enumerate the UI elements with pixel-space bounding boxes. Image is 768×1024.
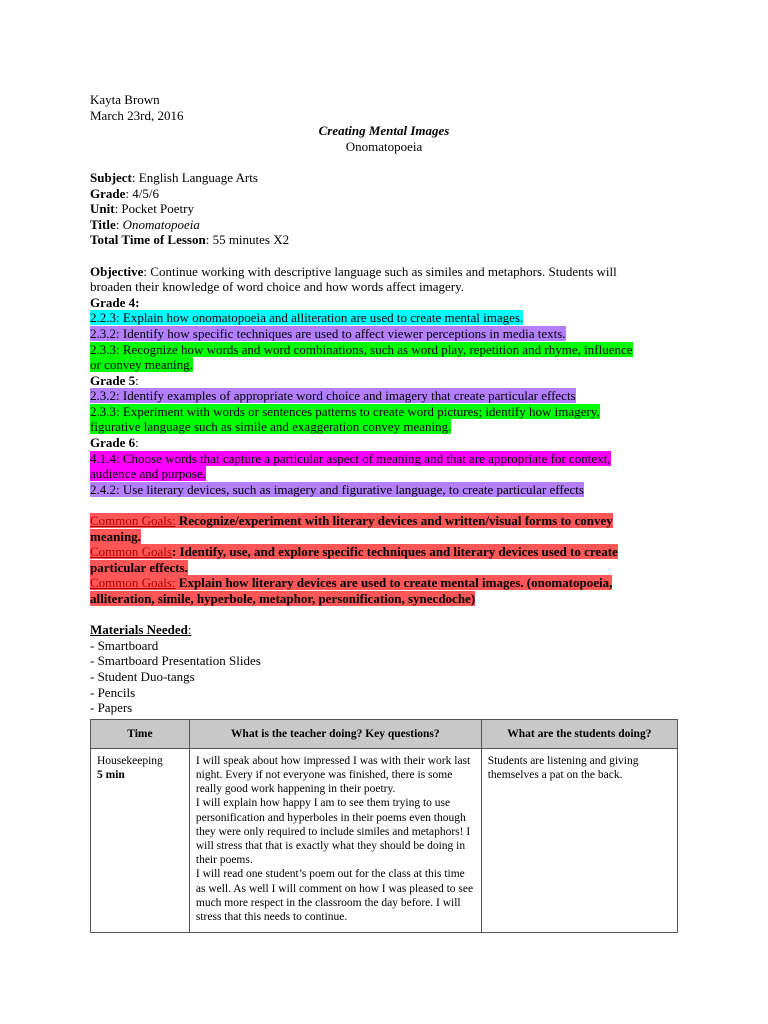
grade5-outcome-2 bbox=[90, 404, 678, 420]
common-goal-2-text-b: particular effects. bbox=[90, 559, 188, 575]
teacher-paragraph: I will speak about how impressed I was with their work last night. Every if not everyone was finished, there is some really good work happening in their poetry. bbox=[195, 754, 471, 796]
grade6-o2-code: 2.4.2: bbox=[90, 481, 120, 497]
subject-label: Subject bbox=[90, 169, 132, 185]
grade5-outcome-1 bbox=[90, 388, 678, 404]
grade6-outcome-1 bbox=[90, 451, 678, 467]
common-goal-3-text-b: alliteration, simile, hyperbole, metaphor, personification, synecdoche) bbox=[90, 591, 476, 606]
grade4-outcome-2 bbox=[90, 326, 678, 342]
objective-label: Objective bbox=[90, 263, 144, 279]
grade5-heading: Grade 5 bbox=[90, 372, 136, 388]
material-item: - Student Duo-tangs bbox=[90, 668, 195, 684]
students-cell: Students are listening and giving themselves a pat on the back. bbox=[481, 748, 677, 932]
unit-line bbox=[90, 201, 678, 217]
title-sep: : bbox=[115, 216, 123, 232]
material-item: - Smartboard bbox=[90, 637, 159, 653]
common-goal-1-text-b: meaning. bbox=[90, 528, 141, 544]
header-students: What are the students doing? bbox=[481, 719, 677, 748]
grade4-o1-text: Explain how onomatopoeia and alliteration are used to create mental images. bbox=[119, 310, 524, 326]
grade4-o2-code: 2.3.2: bbox=[90, 325, 120, 341]
time-cell-value: 5 min bbox=[97, 768, 125, 781]
unit-label: Unit bbox=[90, 201, 115, 217]
objective-text-1: : Continue working with descriptive language such as similes and metaphors. Students will bbox=[143, 263, 617, 279]
document-page bbox=[90, 92, 678, 933]
common-goal-2-label: Common Goals bbox=[90, 544, 172, 560]
grade5-o2-text-1: Experiment with words or sentences patterns to create word pictures; identify how imagery, bbox=[119, 403, 600, 419]
author-name: Kayta Brown bbox=[90, 92, 160, 107]
grade5-o2-code: 2.3.3: bbox=[90, 403, 120, 419]
teacher-paragraph: I will explain how happy I am to see them trying to use personification and hyperboles in their poems even though they were only required to include similes and metaphors! I will stress that that is exactly what they should be doing in their poems. bbox=[195, 797, 471, 867]
common-goal-2 bbox=[90, 544, 678, 560]
time-cell-label: Housekeeping bbox=[97, 754, 163, 767]
lesson-title: Creating Mental Images bbox=[318, 123, 450, 139]
common-goal-2-text-a: : Identify, use, and explore specific techniques and literary devices used to create bbox=[171, 544, 618, 560]
title-label: Title bbox=[90, 216, 116, 232]
unit-value: : Pocket Poetry bbox=[114, 201, 194, 217]
grade5-o1-code: 2.3.2: bbox=[90, 388, 120, 404]
table-header-row bbox=[91, 719, 678, 748]
grade6-heading: Grade 6 bbox=[90, 435, 136, 451]
grade6-outcome-2 bbox=[90, 482, 678, 498]
header-teacher: What is the teacher doing? Key questions? bbox=[189, 719, 481, 748]
material-item: - Papers bbox=[90, 700, 133, 716]
title-line bbox=[90, 217, 678, 233]
header-time: Time bbox=[91, 719, 190, 748]
grade-label: Grade bbox=[90, 185, 126, 201]
grade4-o3-text-1: Recognize how words and word combinations, such as word play, repetition and rhyme, influence bbox=[119, 341, 633, 357]
grade4-o1-code: 2.2.3: bbox=[90, 310, 120, 326]
grade6-o1-text-1: Choose words that capture a particular aspect of meaning and that are appropriate for context, bbox=[119, 450, 611, 466]
objective-line-2: broaden their knowledge of word choice and how words affect imagery. bbox=[90, 279, 464, 295]
grade-value: : 4/5/6 bbox=[125, 185, 159, 201]
grade4-o3-text-2: or convey meaning. bbox=[90, 357, 193, 373]
common-goal-3-text-a: Explain how literary devices are used to create mental images. (onomatopoeia, bbox=[175, 575, 613, 591]
table-row bbox=[91, 748, 678, 932]
common-goal-1-label: Common Goals: bbox=[90, 513, 176, 529]
objective-line-1 bbox=[90, 264, 678, 280]
grade5-o1-text: Identify examples of appropriate word choice and imagery that create particular effects bbox=[119, 388, 576, 404]
materials-heading-suffix: : bbox=[187, 622, 192, 638]
teacher-paragraph: I will read one student’s poem out for the class at this time as well. As well I will comment on how I was pleased to see much more respect in the classroom the day before. I will stress that this needs to continue. bbox=[195, 868, 474, 923]
common-goal-1 bbox=[90, 513, 678, 529]
grade6-o2-text: Use literary devices, such as imagery and figurative language, to create particular effects bbox=[119, 481, 584, 497]
grade6-heading-suffix: : bbox=[135, 435, 139, 451]
grade6-heading-line bbox=[90, 435, 678, 451]
material-item: - Pencils bbox=[90, 684, 136, 700]
title-value: Onomatopoeia bbox=[122, 216, 200, 232]
common-goal-3 bbox=[90, 575, 678, 591]
teacher-cell bbox=[189, 748, 481, 932]
grade4-heading: Grade 4: bbox=[90, 294, 140, 310]
subject-line bbox=[90, 170, 678, 186]
grade5-o2-text-2: figurative language such as simile and exaggeration convey meaning. bbox=[90, 419, 452, 435]
grade5-heading-suffix: : bbox=[135, 372, 139, 388]
time-label: Total Time of Lesson bbox=[90, 232, 206, 248]
time-value: : 55 minutes X2 bbox=[205, 232, 290, 248]
subject-value: : English Language Arts bbox=[131, 169, 258, 185]
time-cell bbox=[91, 748, 190, 932]
materials-heading: Materials Needed bbox=[90, 622, 188, 638]
grade4-outcome-3 bbox=[90, 342, 678, 358]
grade4-o3-code: 2.3.3: bbox=[90, 341, 120, 357]
materials-heading-line bbox=[90, 622, 678, 638]
lesson-plan-table bbox=[90, 719, 678, 933]
grade-line bbox=[90, 186, 678, 202]
grade4-o2-text: Identify how specific techniques are used to affect viewer perceptions in media texts. bbox=[119, 325, 566, 341]
lesson-subtitle: Onomatopoeia bbox=[345, 138, 423, 154]
material-item: - Smartboard Presentation Slides bbox=[90, 653, 261, 669]
time-line bbox=[90, 232, 678, 248]
grade5-heading-line bbox=[90, 373, 678, 389]
grade6-o1-text-2: audience and purpose. bbox=[90, 466, 206, 482]
grade4-outcome-1 bbox=[90, 310, 678, 326]
common-goal-3-label: Common Goals: bbox=[90, 575, 176, 591]
document-date: March 23rd, 2016 bbox=[90, 107, 184, 123]
common-goal-1-text-a: Recognize/experiment with literary devices and written/visual forms to convey bbox=[175, 513, 613, 529]
grade6-o1-code: 4.1.4: bbox=[90, 450, 120, 466]
